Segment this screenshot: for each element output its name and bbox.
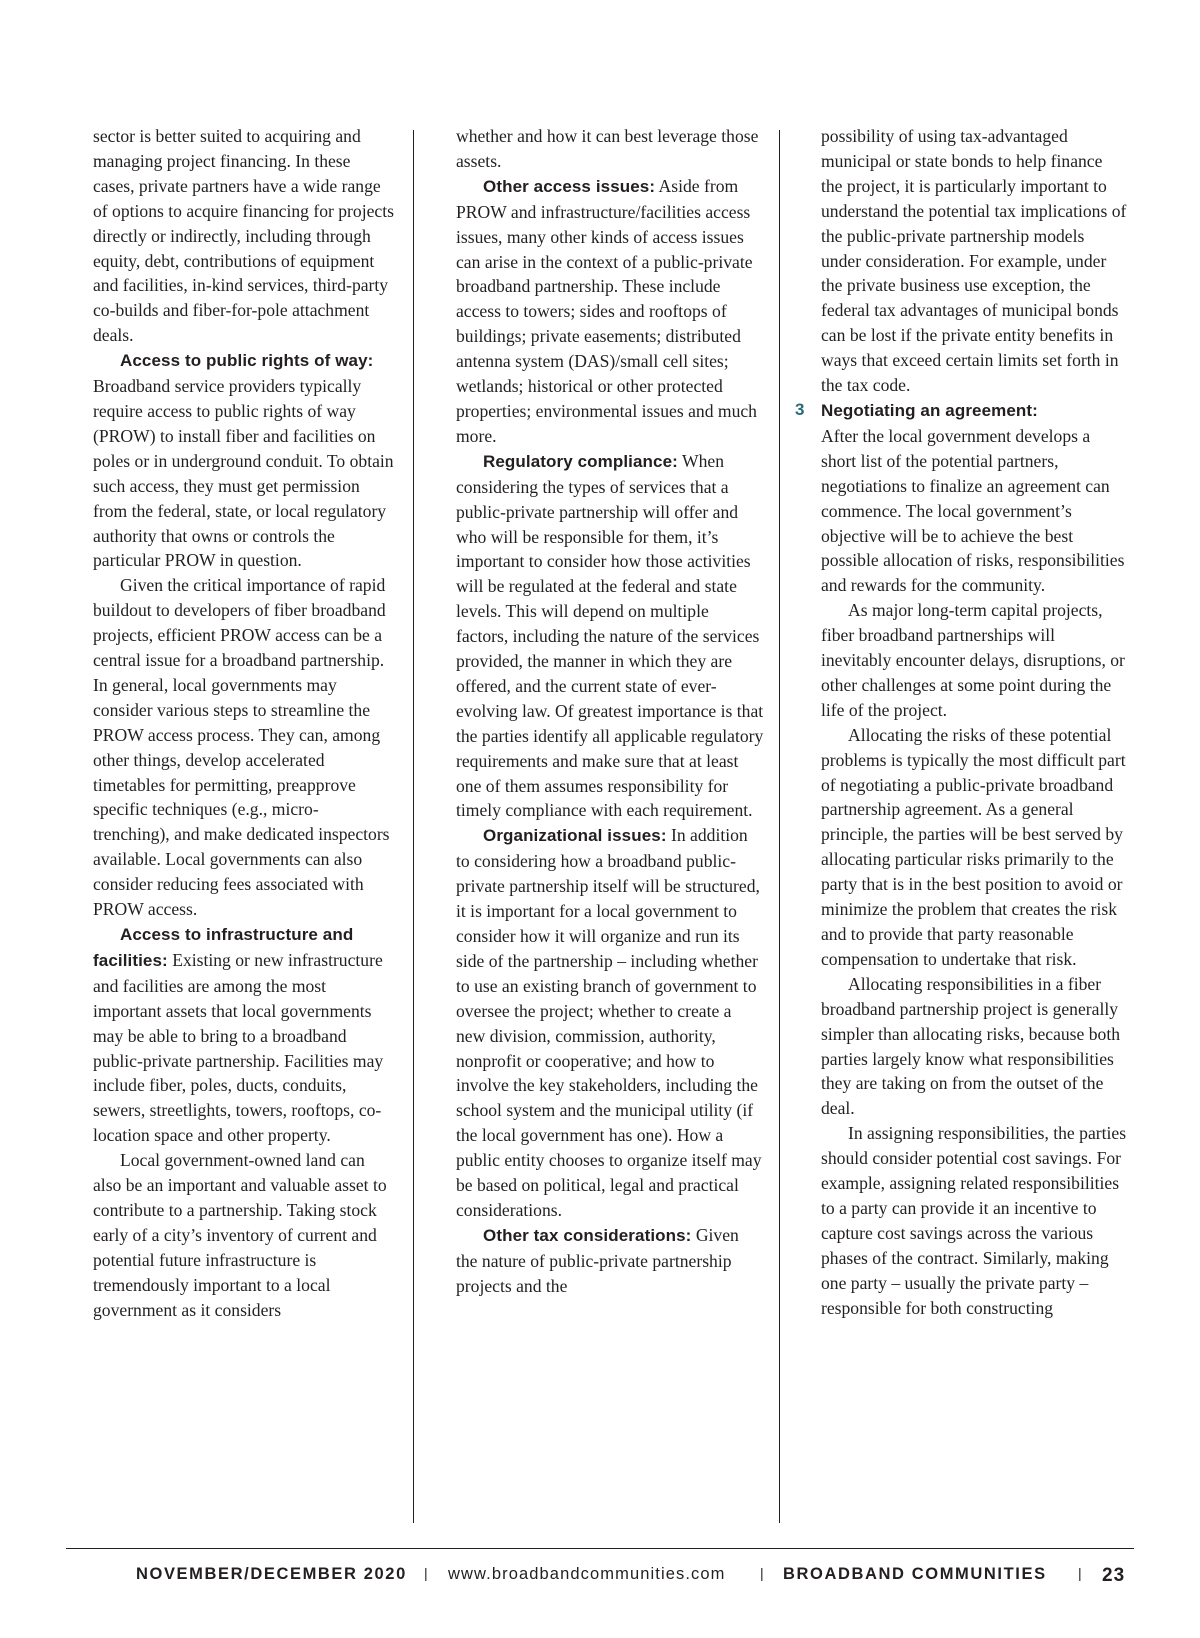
paragraph: sector is better suited to acquiring and managing project financing. In these cases, private partners have a wide range of options to acquire financing for projects directly or indirectly, including through equity, debt, contributions of equipment and facilities, in-kind services, third-party co-builds and fiber-for-pole attachment deals.: [93, 126, 394, 346]
paragraph-text: Given the nature of public-private partnership projects and the: [456, 1224, 739, 1296]
paragraph: After the local government develops a short list of the potential partners, negotiations to finalize an agreement can commence. The local government’s objective will be to achieve the best possible allocation of risks, responsibilities and rewards for the community.: [821, 425, 1125, 596]
section-heading: Access to infrastructure and facilities:: [93, 925, 354, 970]
paragraph: [93, 922, 395, 1148]
page-number: 23: [1102, 1565, 1126, 1586]
paragraph: [456, 449, 764, 824]
paragraph: Allocating responsibilities in a fiber broadband partnership project is generally simpler than allocating risks, because both parties largely know what responsibilities they are taking on from the outset of the deal.: [821, 973, 1121, 1119]
section-heading: Negotiating an agreement:: [821, 400, 1038, 420]
footer-separator: |: [1078, 1565, 1082, 1581]
paragraph-text: In addition to considering how a broadband public-private partnership itself will be structured, it is important for a local government to consider how it will organize and run its side of the partnership – including whether to use an existing branch of government to oversee the project; whether to create a new division, commission, authority, nonprofit or cooperative; and how to involve the key stakeholders, including the school system and the municipal utility (if the local government has one). How a public entity chooses to organize itself may be based on political, legal and practical considerations.: [456, 825, 762, 1220]
website-url: www.broadbandcommunities.com: [448, 1565, 726, 1583]
section-heading: Other tax considerations:: [483, 1225, 692, 1245]
page-footer: [136, 1565, 1136, 1593]
paragraph: [456, 1223, 764, 1299]
paragraph: possibility of using tax-advantaged municipal or state bonds to help finance the project, it is particularly important to understand the potential tax implications of the public-private partnership models under consideration. For example, under the private business use exception, the federal tax advantages of municipal bonds can be lost if the private entity benefits in ways that exceed certain limits set forth in the tax code.: [821, 126, 1127, 396]
paragraph-text: When considering the types of services that a public-private partnership will offer and who will be responsible for them, it’s important to consider how those activities will be regulated at the federal and state levels. This will depend on multiple factors, including the nature of the services provided, the manner in which they are offered, and the current state of ever-evolving law. Of greatest importance is that the parties identify all applicable regulatory requirements and make sure that at least one of them assumes responsibility for timely compliance with each requirement.: [456, 450, 764, 821]
paragraph: As major long-term capital projects, fiber broadband partnerships will inevitably encounter delays, disruptions, or other challenges at some point during the life of the project.: [821, 600, 1125, 720]
paragraph: Given the critical importance of rapid buildout to developers of fiber broadband projects, efficient PROW access can be a central issue for a broadband partnership. In general, local governments may consider various steps to streamline the PROW access process. They can, among other things, develop accelerated timetables for permitting, preapprove specific techniques (e.g., micro-trenching), and make dedicated inspectors available. Local governments can also consider reducing fees associated with PROW access.: [93, 575, 390, 920]
section-heading: Access to public rights of way:: [120, 351, 374, 371]
section-heading: Regulatory compliance:: [483, 451, 678, 471]
paragraph: [456, 823, 764, 1223]
paragraph-text: Aside from PROW and infrastructure/facilities access issues, many other kinds of access issues can arise in the context of a public-private broadband partnership. These include access to towers; sides and rooftops of buildings; private easements; distributed antenna system (DAS)/small cell sites; wetlands; historical or other protected properties; environmental issues and much more.: [456, 175, 757, 446]
paragraph: [93, 348, 395, 573]
section-number: 3: [795, 399, 805, 419]
column-1: [93, 124, 395, 1323]
paragraph: [456, 174, 764, 449]
footer-separator: |: [760, 1565, 764, 1581]
column-3: [795, 124, 1128, 1321]
publication-name: BROADBAND COMMUNITIES: [783, 1565, 1047, 1583]
issue-date: NOVEMBER/DECEMBER 2020: [136, 1565, 407, 1583]
column-divider: [413, 130, 414, 1523]
section-heading: Organizational issues:: [483, 826, 667, 846]
paragraph: Local government-owned land can also be an important and valuable asset to contribute to a partnership. Taking stock early of a city’s inventory of current and potential future infrastructure is tremendously important to a local government as it considers: [93, 1150, 387, 1320]
footer-separator: |: [424, 1565, 428, 1581]
paragraph: Allocating the risks of these potential problems is typically the most difficult part of negotiating a public-private broadband partnership agreement. As a general principle, the parties will be best served by allocating particular risks primarily to the party that is in the best position to avoid or minimize the problem that creates the risk and to provide that party reasonable compensation to undertake that risk.: [821, 724, 1126, 969]
footer-rule: [66, 1548, 1134, 1549]
section-heading: Other access issues:: [483, 176, 656, 196]
paragraph-text: Broadband service providers typically require access to public rights of way (PROW) to install fiber and facilities on poles or in underground conduit. To obtain such access, they must get permission from the federal, state, or local regulatory authority that owns or controls the particular PROW in question.: [93, 376, 394, 571]
numbered-section-heading: [795, 398, 1128, 424]
paragraph: whether and how it can best leverage those assets.: [456, 126, 759, 171]
paragraph: In assigning responsibilities, the parties should consider potential cost savings. For example, assigning related responsibilities to a party can provide it an incentive to capture cost savings across the various phases of the contract. Similarly, making one party – usually the private party – responsible for both constructing: [821, 1123, 1127, 1318]
column-divider: [779, 130, 780, 1523]
column-2: [456, 124, 764, 1299]
paragraph-text: Existing or new infrastructure and facilities are among the most important assets that local governments may be able to bring to a broadband public-private partnership. Facilities may include fiber, poles, ducts, conduits, sewers, streetlights, towers, rooftops, co-location space and other property.: [93, 949, 384, 1146]
